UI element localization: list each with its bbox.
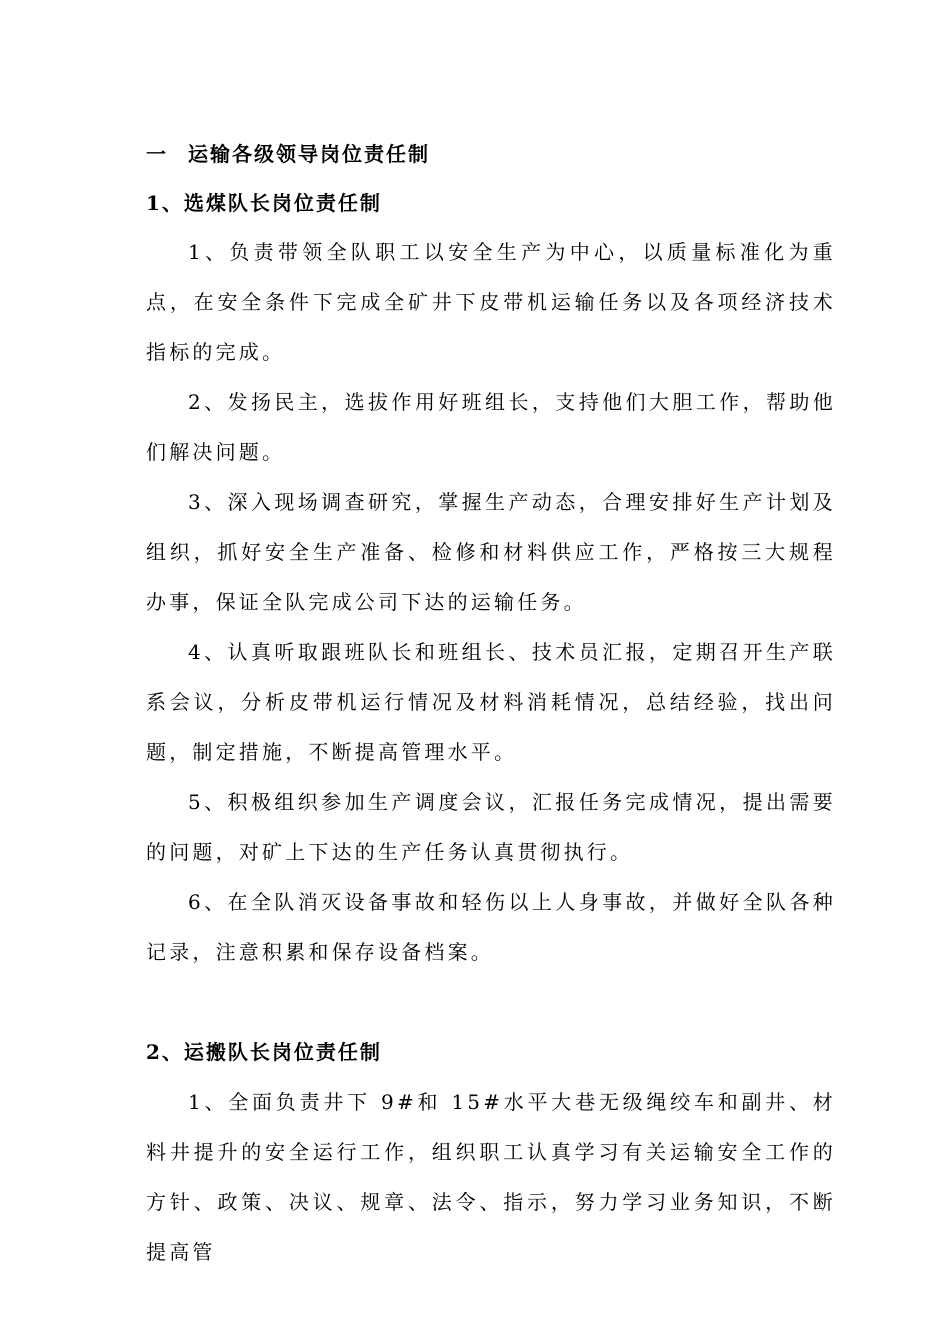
main-heading-number: 一 [146, 142, 168, 166]
section-2-heading: 2、运搬队长岗位责任制 [146, 1040, 382, 1064]
section-1-item-5: 5、积极组织参加生产调度会议，汇报任务完成情况，提出需要的问题，对矿上下达的生产任务认真贯彻执行。 [146, 790, 836, 864]
section-1-item-4: 4、认真听取跟班队长和班组长、技术员汇报，定期召开生产联系会议，分析皮带机运行情况及材料消耗情况，总结经验，找出问题，制定措施，不断提高管理水平。 [146, 640, 836, 764]
main-heading-title: 运输各级领导岗位责任制 [188, 142, 430, 166]
section-1-item-1: 1、负责带领全队职工以安全生产为中心，以质量标准化为重点，在安全条件下完成全矿井下皮带机运输任务以及各项经济技术指标的完成。 [146, 240, 836, 364]
section-1-item-6: 6、在全队消灭设备事故和轻伤以上人身事故，并做好全队各种记录，注意积累和保存设备档案。 [146, 890, 836, 964]
section-2-item-1: 1、全面负责井下 9#和 15#水平大巷无级绳绞车和副井、材料井提升的安全运行工作，组织职工认真学习有关运输安全工作的方针、政策、决议、规章、法令、指示，努力学习业务知识，不断提高管 [146, 1090, 836, 1264]
main-heading [146, 138, 430, 167]
section-1-item-2: 2、发扬民主，选拔作用好班组长，支持他们大胆工作，帮助他们解决问题。 [146, 390, 836, 464]
section-1-heading: 1、选煤队长岗位责任制 [146, 191, 382, 215]
section-1-item-3: 3、深入现场调查研究，掌握生产动态，合理安排好生产计划及组织，抓好安全生产准备、检修和材料供应工作，严格按三大规程办事，保证全队完成公司下达的运输任务。 [146, 490, 836, 614]
